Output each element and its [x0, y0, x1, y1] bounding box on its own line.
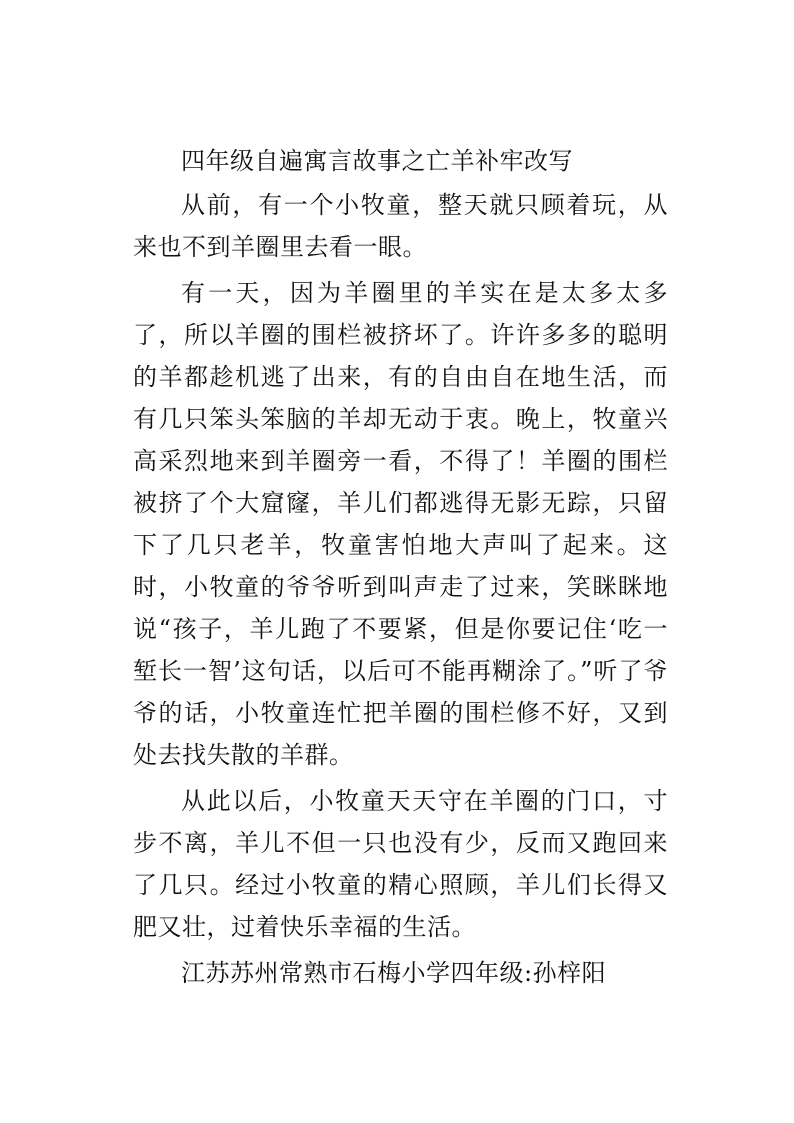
paragraph-3: 从此以后，小牧童天天守在羊圈的门口，寸步不离，羊儿不但一只也没有少，反而又跑回来了几只。经过小牧童的精心照顾，羊儿们长得又肥又壮，过着快乐幸福的生活。	[133, 787, 668, 941]
document-page	[133, 140, 668, 998]
paragraph-1: 从前，有一个小牧童，整天就只顾着玩，从来也不到羊圈里去看一眼。	[133, 191, 668, 261]
paragraph-2: 有一天，因为羊圈里的羊实在是太多太多了，所以羊圈的围栏被挤坏了。许许多多的聪明的羊都趁机逃了出来，有的自由自在地生活，而有几只笨头笨脑的羊却无动于衷。晚上，牧童兴高采烈地来到羊圈旁一看，不得了！羊圈的围栏被挤了个大窟窿，羊儿们都逃得无影无踪，只留下了几只老羊，牧童害怕地大声叫了起来。这时，小牧童的爷爷听到叫声走了过来，笑眯眯地说“孩子，羊儿跑了不要紧，但是你要记住‘吃一堑长一智’这句话，以后可不能再糊涂了。”听了爷爷的话，小牧童连忙把羊圈的围栏修不好，又到处去找失散的羊群。	[133, 279, 668, 769]
author-line: 江苏苏州常熟市石梅小学四年级:孙梓阳	[181, 959, 607, 987]
document-title: 四年级自遍寓言故事之亡羊补牢改写	[181, 147, 573, 175]
